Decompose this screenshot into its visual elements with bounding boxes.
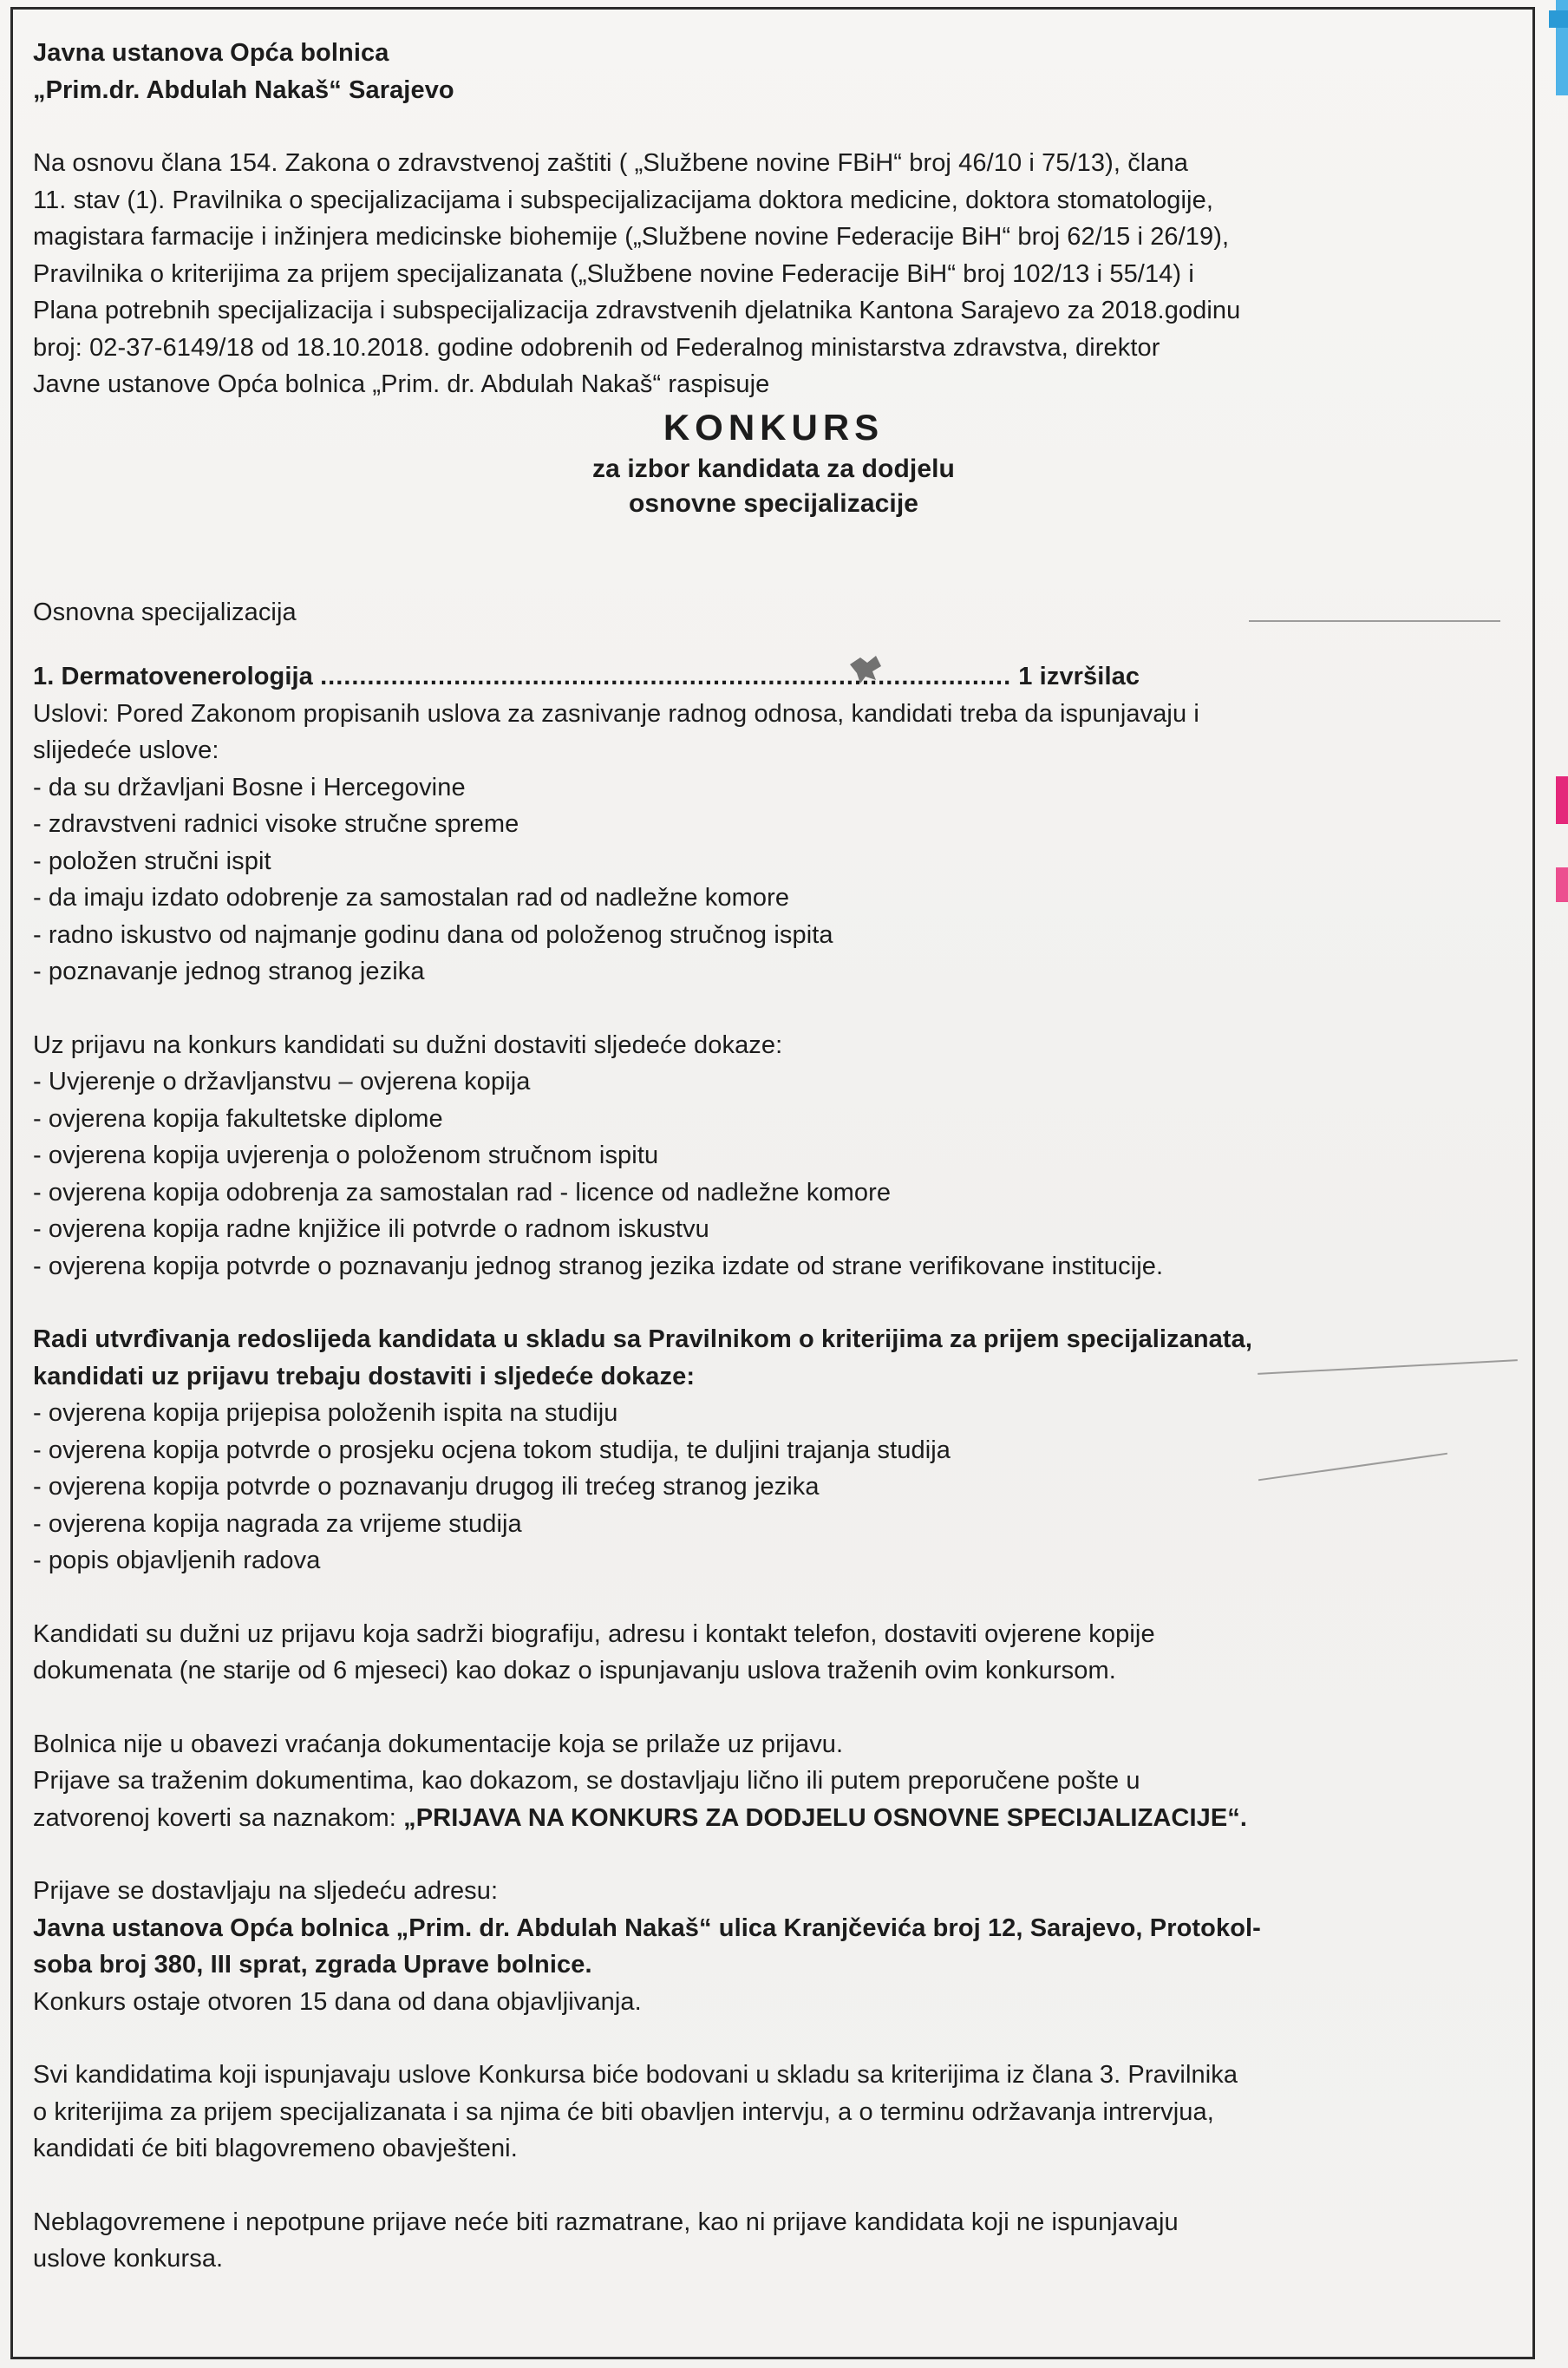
envelope-label: „PRIJAVA NA KONKURS ZA DODJELU OSNOVNE SPECIJALIZACIJE“.	[403, 1803, 1248, 1832]
application-docs-line: dokumenata (ne starije od 6 mjeseci) kao dokaz o ispunjavanju uslova traženih ovim konkursom.	[33, 1657, 1116, 1684]
scoring-line: kandidati će biti blagovremeno obavješteni.	[33, 2135, 518, 2162]
closing-line: Neblagovremene i nepotpune prijave neće biti razmatrane, kao ni prijave kandidata koji ne ispunjavaju	[33, 2208, 1179, 2236]
legal-basis-line: Javne ustanove Opća bolnica „Prim. dr. Abdulah Nakaš“ raspisuje	[33, 370, 770, 398]
condition-item: - da su državljani Bosne i Hercegovine	[33, 773, 466, 801]
proofs-intro: Uz prijavu na konkurs kandidati su dužni dostaviti sljedeće dokaze:	[33, 1030, 783, 1059]
ranking-intro-line: kandidati uz prijavu trebaju dostaviti i sljedeće dokaze:	[33, 1362, 696, 1390]
ranking-proof-item: - ovjerena kopija potvrde o prosjeku ocjena tokom studija, te duljini trajanja studija	[33, 1436, 951, 1464]
proof-item: - ovjerena kopija odobrenja za samostalan rad - licence od nadležne komore	[33, 1178, 892, 1207]
scoring-line: Svi kandidatima koji ispunjavaju uslove Konkursa biće bodovani u skladu sa kriterijima iz člana 3. Pravilnika	[33, 2061, 1238, 2089]
ranking-proof-item: - ovjerena kopija prijepisa položenih ispita na studiju	[33, 1399, 618, 1427]
address-intro: Prijave se dostavljaju na sljedeću adresu:	[33, 1877, 499, 1905]
scoring-line: o kriterijima za prijem specijalizanata i sa njima će biti obavljen intervju, a o terminu održavanja intrervjua,	[33, 2097, 1214, 2126]
condition-item: - radno iskustvo od najmanje godinu dana od položenog stručnog ispita	[33, 920, 833, 949]
legal-basis-line: Plana potrebnih specijalizacija i subspecijalizacija zdravstvenih djelatnika Kantona Sarajevo za 2018.godinu	[33, 297, 1241, 324]
notice-title: KONKURS	[663, 406, 885, 448]
condition-item: - poznavanje jednog stranog jezika	[33, 958, 425, 985]
conditions-block	[33, 696, 1514, 991]
notice-subtitle-line-2: osnovne specijalizacije	[628, 488, 919, 518]
condition-item: - zdravstveni radnici visoke stručne spreme	[33, 810, 519, 838]
delivery-line: Prijave sa traženim dokumentima, kao dokazom, se dostavljaju lično ili putem preporučene pošte u	[33, 1767, 1140, 1795]
required-proofs-block	[33, 1027, 1514, 1285]
print-registration-mark-magenta-2	[1556, 867, 1568, 902]
organization-subtitle: „Prim.dr. Abdulah Nakaš“ Sarajevo	[33, 75, 454, 104]
legal-basis-line: Pravilnika o kriterijima za prijem specijalizanata („Službene novine Federacije BiH“ broj 102/13 i 55/14) i	[33, 259, 1194, 288]
conditions-intro-line: Uslovi: Pored Zakonom propisanih uslova za zasnivanje radnog odnosa, kandidati treba da ispunjavaju i	[33, 699, 1199, 728]
position-name: 1. Dermatovenerologija	[33, 663, 313, 690]
position-count: 1 izvršilac	[1018, 663, 1140, 690]
proof-item: - ovjerena kopija fakultetske diplome	[33, 1104, 443, 1133]
scoring-paragraph	[33, 2057, 1514, 2168]
ranking-proof-item: - popis objavljenih radova	[33, 1547, 321, 1574]
application-documents-paragraph	[33, 1616, 1514, 1690]
legal-basis-paragraph	[33, 145, 1514, 403]
ranking-intro-line: Radi utvrđivanja redoslijeda kandidata u skladu sa Pravilnikom o kriterijima za prijem specijalizanata,	[33, 1325, 1253, 1353]
position-line	[33, 658, 1514, 696]
delivery-prefix: zatvorenoj koverti sa naznakom:	[33, 1803, 404, 1832]
proof-item: - ovjerena kopija radne knjižice ili potvrde o radnom iskustvu	[33, 1215, 709, 1243]
ranking-proofs-block	[33, 1321, 1514, 1580]
open-period-note: Konkurs ostaje otvoren 15 dana od dana objavljivanja.	[33, 1987, 642, 2016]
delivery-paragraph	[33, 1726, 1514, 1837]
ranking-proof-item: - ovjerena kopija potvrde o poznavanju drugog ili trećeg stranog jezika	[33, 1473, 820, 1501]
return-note: Bolnica nije u obavezi vraćanja dokumentacije koja se prilaže uz prijavu.	[33, 1730, 844, 1758]
legal-basis-line: magistara farmacije i inžinjera medicinske biohemije („Službene novine Federacije BiH“ broj 62/15 i 26/19),	[33, 223, 1230, 251]
proof-item: - ovjerena kopija potvrde o poznavanju jednog stranog jezika izdate od strane verifikovane institucije.	[33, 1252, 1164, 1280]
application-docs-line: Kandidati su dužni uz prijavu koja sadrži biografiju, adresu i kontakt telefon, dostaviti ovjerene kopije	[33, 1619, 1155, 1648]
delivery-line	[33, 1800, 1514, 1837]
proof-item: - Uvjerenje o državljanstvu – ovjerena kopija	[33, 1068, 531, 1096]
condition-item: - da imaju izdato odobrenje za samostalan rad od nadležne komore	[33, 884, 790, 912]
job-notice	[33, 35, 1514, 2278]
print-registration-mark-magenta	[1556, 776, 1568, 824]
address-paragraph	[33, 1873, 1514, 2020]
conditions-intro-line: slijedeće uslove:	[33, 736, 219, 764]
notice-subtitle-line-1: za izbor kandidata za dodjelu	[592, 454, 955, 483]
position-leader-dots: ........................................................................................	[320, 663, 1012, 690]
legal-basis-line: 11. stav (1). Pravilnika o specijalizacijama i subspecijalizacijama doktora medicine, doktora stomatologije,	[33, 186, 1213, 214]
legal-basis-line: Na osnovu člana 154. Zakona o zdravstvenoj zaštiti ( „Službene novine FBiH“ broj 46/10 i 75/13), člana	[33, 149, 1189, 177]
address-line: soba broj 380, III sprat, zgrada Uprave bolnice.	[33, 1951, 592, 1979]
address-line: Javna ustanova Opća bolnica „Prim. dr. Abdulah Nakaš“ ulica Kranjčevića broj 12, Sarajevo, Protokol-	[33, 1913, 1261, 1942]
ranking-proof-item: - ovjerena kopija nagrada za vrijeme studija	[33, 1509, 522, 1538]
legal-basis-line: broj: 02-37-6149/18 od 18.10.2018. godine odobrenih od Federalnog ministarstva zdravstva, direktor	[33, 333, 1160, 362]
proof-item: - ovjerena kopija uvjerenja o položenom stručnom ispitu	[33, 1141, 659, 1169]
closing-line: uslove konkursa.	[33, 2245, 224, 2273]
section-label: Osnovna specijalizacija	[33, 598, 297, 626]
closing-paragraph	[33, 2204, 1514, 2278]
condition-item: - položen stručni ispit	[33, 847, 271, 875]
organization-name: Javna ustanova Opća bolnica	[33, 39, 389, 67]
print-registration-mark-blue-2	[1549, 10, 1568, 28]
